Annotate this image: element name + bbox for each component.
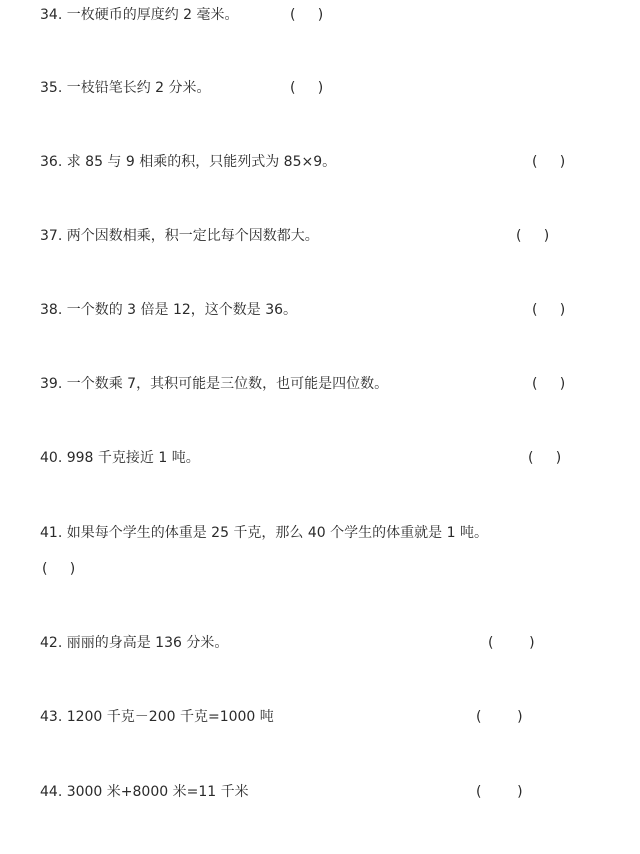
answer-blank-39[interactable]: ( ) xyxy=(532,376,566,392)
question-36: 36. 求 85 与 9 相乘的积，只能列式为 85×9。 xyxy=(40,154,337,170)
answer-blank-43[interactable]: ( ) xyxy=(476,709,523,725)
question-37: 37. 两个因数相乘，积一定比每个因数都大。 xyxy=(40,228,319,244)
question-35: 35. 一枝铅笔长约 2 分米。 xyxy=(40,80,211,96)
answer-blank-35[interactable]: ( ) xyxy=(290,80,324,96)
answer-blank-34[interactable]: ( ) xyxy=(290,7,324,23)
question-43: 43. 1200 千克－200 千克=1000 吨 xyxy=(40,709,274,725)
answer-blank-40[interactable]: ( ) xyxy=(528,450,562,466)
answer-blank-37[interactable]: ( ) xyxy=(516,228,550,244)
question-39: 39. 一个数乘 7，其积可能是三位数，也可能是四位数。 xyxy=(40,376,389,392)
answer-blank-42[interactable]: ( ) xyxy=(488,635,535,651)
answer-blank-44[interactable]: ( ) xyxy=(476,784,523,800)
question-40: 40. 998 千克接近 1 吨。 xyxy=(40,450,200,466)
question-44: 44. 3000 米+8000 米=11 千米 xyxy=(40,784,249,800)
question-41: 41. 如果每个学生的体重是 25 千克，那么 40 个学生的体重就是 1 吨。 xyxy=(40,525,488,541)
answer-blank-41[interactable]: ( ) xyxy=(42,561,76,577)
question-34: 34. 一枚硬币的厚度约 2 毫米。 xyxy=(40,7,239,23)
answer-blank-36[interactable]: ( ) xyxy=(532,154,566,170)
question-42: 42. 丽丽的身高是 136 分米。 xyxy=(40,635,229,651)
question-38: 38. 一个数的 3 倍是 12，这个数是 36。 xyxy=(40,302,298,318)
answer-blank-38[interactable]: ( ) xyxy=(532,302,566,318)
